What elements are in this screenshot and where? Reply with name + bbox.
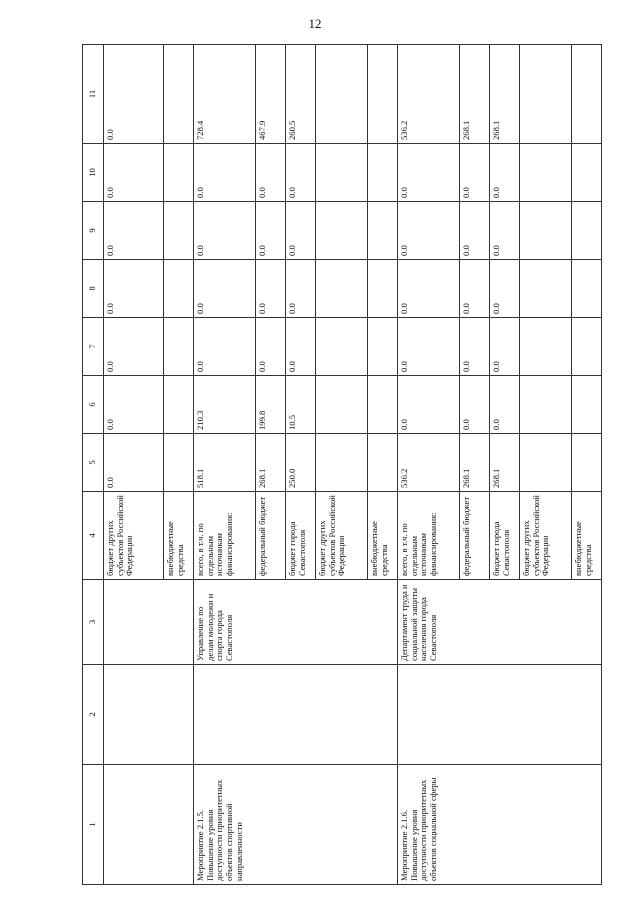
source-cell: федеральный бюджет [460,492,490,580]
measure-name-cell: Мероприятие 2.1.5. Повышение уровня доступности приоритетных объектов спортивной направленности [194,765,398,885]
value-cell: 467.9 [256,45,286,144]
value-cell [316,144,368,202]
table-rotation [82,45,593,885]
header-cell: 9 [83,202,104,260]
value-cell: 0.0 [398,202,460,260]
value-cell [368,144,398,202]
value-cell: 0.0 [256,144,286,202]
value-cell: 268.1 [490,45,520,144]
financing-table [82,44,602,885]
table-rotated-wrapper [82,45,593,885]
source-cell: бюджет города Севастополя [490,492,520,580]
cont-col2-cell [104,665,194,765]
value-cell: 536.2 [398,434,460,492]
executor-cell: Управление по делам молодежи и спорта города Севастополя [194,580,398,665]
source-cell: бюджет города Севастополя [286,492,316,580]
value-cell: 518.1 [194,434,256,492]
value-cell [164,45,194,144]
value-cell: 0.0 [286,260,316,318]
header-row [83,45,104,885]
header-cell: 10 [83,144,104,202]
table-row [104,45,164,885]
value-cell [368,45,398,144]
value-cell [316,202,368,260]
executor-cell: Департамент труда и социальной защиты населения города Севастополя [398,580,602,665]
value-cell: 0.0 [256,202,286,260]
value-cell: 250.0 [286,434,316,492]
source-cell: всего, в т.ч. по отдельным источникам финансирования: [398,492,460,580]
col2-cell [398,665,602,765]
value-cell: 536.2 [398,45,460,144]
value-cell [368,376,398,434]
source-cell: внебюджетные средства [368,492,398,580]
header-cell: 2 [83,665,104,765]
value-cell: 0.0 [286,202,316,260]
value-cell [520,318,572,376]
value-cell: 0.0 [104,144,164,202]
value-cell [572,144,602,202]
value-cell: 268.1 [460,434,490,492]
value-cell: 0.0 [490,144,520,202]
value-cell [164,318,194,376]
value-cell: 0.0 [194,318,256,376]
value-cell [164,144,194,202]
source-cell: бюджет других субъектов Российской Федерации [104,492,164,580]
value-cell: 0.0 [104,202,164,260]
value-cell: 0.0 [104,318,164,376]
source-cell: внебюджетные средства [164,492,194,580]
header-cell: 7 [83,318,104,376]
cont-name-cell [104,765,194,885]
value-cell [368,434,398,492]
value-cell [520,45,572,144]
value-cell: 260.5 [286,45,316,144]
source-cell: всего, в т.ч. по отдельным источникам финансирования: [194,492,256,580]
value-cell [572,260,602,318]
value-cell: 0.0 [194,144,256,202]
value-cell [164,376,194,434]
source-cell: федеральный бюджет [256,492,286,580]
value-cell: 0.0 [490,376,520,434]
value-cell: 0.0 [398,376,460,434]
source-cell: бюджет других субъектов Российской Федерации [316,492,368,580]
value-cell [520,144,572,202]
value-cell: 0.0 [490,318,520,376]
value-cell [572,376,602,434]
value-cell: 0.0 [460,144,490,202]
source-cell: внебюджетные средства [572,492,602,580]
header-cell: 3 [83,580,104,665]
value-cell: 0.0 [194,260,256,318]
value-cell: 0.0 [398,318,460,376]
value-cell [316,434,368,492]
value-cell: 0.0 [256,260,286,318]
value-cell: 0.0 [256,318,286,376]
measure-name-cell: Мероприятие 2.1.6. Повышение уровня доступности приоритетных объектов социальной сферы [398,765,602,885]
value-cell [520,260,572,318]
value-cell: 0.0 [490,260,520,318]
header-cell: 1 [83,765,104,885]
value-cell [572,45,602,144]
value-cell: 268.1 [490,434,520,492]
value-cell: 268.1 [460,45,490,144]
value-cell [368,260,398,318]
value-cell: 0.0 [398,260,460,318]
value-cell [368,318,398,376]
value-cell: 0.0 [104,376,164,434]
value-cell [316,260,368,318]
value-cell: 0.0 [104,260,164,318]
value-cell: 0.0 [104,45,164,144]
value-cell: 0.0 [460,318,490,376]
value-cell: 728.4 [194,45,256,144]
value-cell [572,318,602,376]
value-cell [164,260,194,318]
value-cell: 0.0 [286,144,316,202]
cont-executor-cell [104,580,194,665]
value-cell [520,434,572,492]
value-cell: 0.0 [460,260,490,318]
value-cell [316,318,368,376]
value-cell [520,376,572,434]
value-cell [572,434,602,492]
value-cell: 0.0 [194,202,256,260]
header-cell: 6 [83,376,104,434]
value-cell: 0.0 [460,376,490,434]
header-cell: 11 [83,45,104,144]
value-cell [368,202,398,260]
value-cell [572,202,602,260]
col2-cell [194,665,398,765]
value-cell [520,202,572,260]
value-cell [316,45,368,144]
value-cell [164,202,194,260]
value-cell: 0.0 [490,202,520,260]
value-cell: 210.3 [194,376,256,434]
value-cell: 0.0 [460,202,490,260]
page-number: 12 [308,16,322,31]
table-row [194,45,256,885]
value-cell: 0.0 [286,318,316,376]
header-cell: 4 [83,492,104,580]
value-cell: 10.5 [286,376,316,434]
value-cell: 0.0 [398,144,460,202]
value-cell [316,376,368,434]
value-cell: 268.1 [256,434,286,492]
source-cell: бюджет других субъектов Российской Федерации [520,492,572,580]
value-cell: 199.8 [256,376,286,434]
value-cell [164,434,194,492]
header-cell: 5 [83,434,104,492]
header-cell: 8 [83,260,104,318]
table-row [398,45,460,885]
value-cell: 0.0 [104,434,164,492]
